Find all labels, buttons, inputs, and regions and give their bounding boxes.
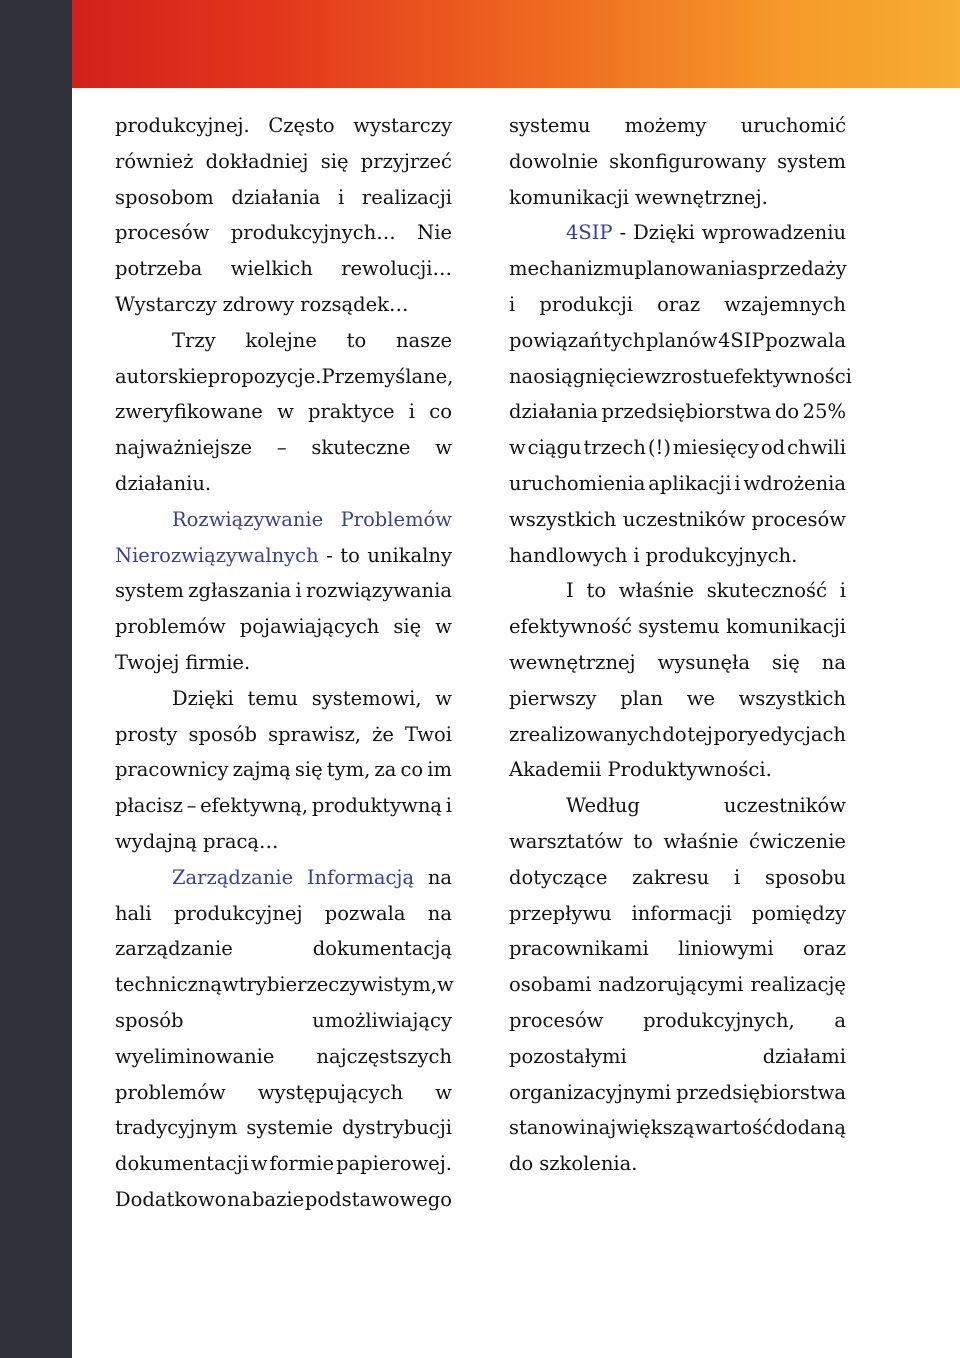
word: bazie <box>252 1187 305 1211</box>
word: Twojej <box>115 650 180 674</box>
word: największą <box>586 1116 695 1140</box>
word: handlowych <box>509 543 628 567</box>
word: Według <box>566 794 640 818</box>
text-line <box>509 573 846 609</box>
word: warsztatów <box>509 829 623 853</box>
word: pozostałymi <box>509 1044 627 1068</box>
word: aplikacji <box>648 471 732 495</box>
word: papierowej. <box>336 1152 452 1176</box>
word: we <box>686 686 715 710</box>
word: działaniu. <box>115 471 212 495</box>
word: system <box>115 579 184 603</box>
word: zweryfikowane <box>115 400 263 424</box>
text-line <box>115 788 452 824</box>
word: umożliwiający <box>312 1008 452 1032</box>
word: rzeczywistym, <box>297 973 437 997</box>
word: zdrowy <box>222 292 295 316</box>
word: oraz <box>803 937 846 961</box>
text-line <box>509 645 846 681</box>
word: tradycyjnym <box>115 1116 238 1140</box>
word: kolejne <box>245 328 317 352</box>
word: i <box>408 400 416 424</box>
word: właśnie <box>618 579 694 603</box>
word: efektywności <box>722 364 852 388</box>
text-line <box>115 717 452 753</box>
word: trzech <box>583 436 646 460</box>
word: tych <box>602 328 646 352</box>
word: autorskie <box>115 364 208 388</box>
text-line <box>509 430 846 466</box>
word: produktywną <box>311 794 443 818</box>
word: osobami <box>509 973 592 997</box>
word: zakresu <box>632 865 710 889</box>
word: Nie <box>417 221 452 245</box>
word: propozycje. <box>207 364 322 388</box>
text-line <box>115 860 452 896</box>
word: Dodatkowo <box>115 1187 227 1211</box>
word: praktyce <box>308 400 395 424</box>
word: za <box>374 758 397 782</box>
word: wzrostu <box>644 364 723 388</box>
text-line <box>115 323 452 359</box>
word: najważniejsze <box>115 436 253 460</box>
word: dodaną <box>773 1116 846 1140</box>
word: komunikacji <box>725 615 846 639</box>
text-line <box>509 287 846 323</box>
word: chwili <box>787 436 846 460</box>
text-line <box>115 108 452 144</box>
word: pozwala <box>324 901 406 925</box>
word: a <box>834 1008 846 1032</box>
word: na <box>821 650 846 674</box>
word: sposób <box>188 722 257 746</box>
word: realizacji <box>361 185 452 209</box>
word: wszystkich <box>509 507 617 531</box>
text-line <box>115 180 452 216</box>
word: w <box>435 615 452 639</box>
word: procesów <box>509 1008 604 1032</box>
word: zrealizowanych <box>509 722 662 746</box>
word: się <box>320 149 349 173</box>
word: to <box>346 328 367 352</box>
word: uruchomić <box>740 114 846 137</box>
text-line <box>509 788 846 824</box>
text-line <box>509 717 846 753</box>
text-line <box>509 538 846 574</box>
word: skuteczność <box>706 579 827 603</box>
word: i <box>295 579 302 603</box>
word: nasze <box>395 328 452 352</box>
word: produkcyjnych, <box>643 1008 795 1032</box>
word: przedsiębiorstwa <box>601 400 772 424</box>
word: dotyczące <box>509 865 608 889</box>
word: komunikacji <box>509 185 630 209</box>
word: wysunęła <box>657 650 750 674</box>
word: to <box>586 579 607 603</box>
text-line <box>509 359 852 395</box>
text-line <box>115 1003 452 1039</box>
word: wielkich <box>230 257 313 281</box>
text-line <box>509 144 846 180</box>
text-line <box>509 502 846 538</box>
word: uczestników <box>622 507 746 531</box>
word: 4SIP <box>717 328 765 352</box>
text-line <box>509 394 846 430</box>
word: i <box>338 185 345 209</box>
highlighted-term: Rozwiązywanie <box>172 507 324 531</box>
word: – <box>276 436 287 460</box>
word: również <box>115 149 194 173</box>
word: podstawowego <box>304 1187 452 1211</box>
word: firmie. <box>185 650 251 674</box>
word: pierwszy <box>509 686 597 710</box>
text-line <box>115 1039 452 1075</box>
word: w <box>435 436 452 460</box>
word: im <box>427 758 452 782</box>
word: skuteczne <box>311 436 411 460</box>
word: techniczną <box>115 973 223 997</box>
text-line <box>509 1039 846 1075</box>
text-line <box>115 681 452 717</box>
word: produkcyjnych. <box>645 543 798 567</box>
word: od <box>760 436 786 460</box>
highlighted-term: Zarządzanie <box>172 865 294 889</box>
word: dokumentacji <box>115 1152 249 1176</box>
word: pozwala <box>765 328 846 352</box>
text-line <box>115 502 452 538</box>
word: prosty <box>115 722 178 746</box>
word: mechanizmu <box>509 257 635 281</box>
word: miesięcy <box>672 436 759 460</box>
word: możemy <box>624 114 707 137</box>
word: systemu <box>638 615 720 639</box>
text-line <box>115 824 452 860</box>
word: w <box>277 400 294 424</box>
word: problemów <box>115 615 226 639</box>
word: Wystarczy <box>115 292 217 316</box>
text-line <box>115 931 452 967</box>
text-line <box>509 609 846 645</box>
word: sposobom <box>115 185 214 209</box>
word: - <box>326 543 333 567</box>
text-line <box>115 1182 452 1218</box>
word: zgłaszania <box>188 579 292 603</box>
word: - <box>619 221 627 245</box>
word: formie <box>269 1152 335 1176</box>
text-line <box>115 645 452 681</box>
word: przepływu <box>509 901 612 925</box>
word: planów <box>645 328 718 352</box>
word: na <box>427 865 452 889</box>
word: planowania <box>634 257 748 281</box>
word: Trzy <box>172 328 216 352</box>
word: dokumentacją <box>312 937 452 961</box>
word: systemu <box>509 114 591 137</box>
word: pracownikami <box>509 937 649 961</box>
text-column-right <box>509 108 852 1182</box>
text-line <box>115 752 452 788</box>
word: Przemyślane, <box>321 364 454 388</box>
word: potrzeba <box>115 257 203 281</box>
word: zarządzanie <box>115 937 233 961</box>
word: informacji <box>631 901 732 925</box>
text-line <box>115 144 452 180</box>
word: zajmą <box>232 758 291 782</box>
word: Akademii <box>509 758 602 782</box>
word: dowolnie <box>509 149 599 173</box>
word: występujących <box>257 1080 404 1104</box>
word: wyeliminowanie <box>115 1044 275 1068</box>
word: sprzedaży <box>747 257 847 281</box>
word: procesów <box>115 221 210 245</box>
word: 25% <box>802 400 846 424</box>
word: wartość <box>694 1116 774 1140</box>
word: na <box>227 1187 252 1211</box>
word: osiągnięcie <box>533 364 645 388</box>
word: na <box>509 364 534 388</box>
text-line <box>115 1146 452 1182</box>
word: wdrożenia <box>743 471 846 495</box>
word: organizacyjnymi <box>509 1080 672 1104</box>
word: w <box>509 436 526 460</box>
word: rozwiązywania <box>306 579 452 603</box>
word: produkcyjnych… <box>230 221 396 245</box>
word: nadzorującymi <box>598 973 744 997</box>
text-line <box>115 538 452 574</box>
word: że <box>372 722 394 746</box>
highlighted-term: Informacją <box>306 865 415 889</box>
text-line <box>509 323 846 359</box>
word: i <box>839 579 846 603</box>
word: i <box>733 865 741 889</box>
word: pojawiających <box>239 615 380 639</box>
word: ćwiczenie <box>749 829 846 853</box>
text-line <box>115 573 452 609</box>
text-line <box>115 359 452 395</box>
word: realizację <box>750 973 846 997</box>
word: działami <box>762 1044 846 1068</box>
word: i <box>509 292 516 316</box>
word: Dzięki <box>172 686 234 710</box>
word: uczestników <box>723 794 846 818</box>
left-margin-bar <box>0 0 72 1358</box>
word: temu <box>247 686 298 710</box>
word: wszystkich <box>738 686 846 710</box>
word: procesów <box>751 507 846 531</box>
word: wystarczy <box>353 114 452 137</box>
word: uruchomienia <box>509 471 646 495</box>
word: produkcyjnej <box>173 901 303 925</box>
text-line <box>115 967 452 1003</box>
word: sprawisz, <box>268 722 361 746</box>
text-line <box>509 1146 846 1182</box>
word: przedsiębiorstwa <box>676 1080 846 1104</box>
text-line <box>509 931 846 967</box>
word: płacisz <box>115 794 183 818</box>
word: – <box>186 794 197 818</box>
word: najczęstszych <box>316 1044 452 1068</box>
word: Produktywności. <box>607 758 772 782</box>
text-line <box>509 108 846 144</box>
word: dokładniej <box>205 149 309 173</box>
text-line <box>509 896 846 932</box>
word: to <box>340 543 360 567</box>
word: działania <box>509 400 598 424</box>
text-line <box>115 287 452 323</box>
text-line <box>115 215 452 251</box>
word: wydajną <box>115 829 198 853</box>
word: produkcyjnej. <box>115 114 250 137</box>
word: unikalny <box>367 543 452 567</box>
text-line <box>509 752 846 788</box>
word: do <box>509 1152 534 1176</box>
word: szkolenia. <box>539 1152 638 1176</box>
text-line <box>509 1110 846 1146</box>
word: efektywną, <box>200 794 309 818</box>
text-line <box>115 251 452 287</box>
word: rozsądek… <box>300 292 409 316</box>
word: Często <box>268 114 335 137</box>
word: się <box>294 758 323 782</box>
word: właśnie <box>663 829 739 853</box>
word: co <box>429 400 452 424</box>
text-line <box>509 215 846 251</box>
word: plan <box>620 686 664 710</box>
word: stanowi <box>509 1116 586 1140</box>
word: pomiędzy <box>751 901 846 925</box>
word: i <box>633 543 640 567</box>
word: to <box>633 829 653 853</box>
word: do <box>662 722 687 746</box>
highlighted-term: Nierozwiązywalnych <box>115 543 319 567</box>
text-column-left <box>115 108 452 1218</box>
word: i <box>734 471 741 495</box>
word: dystrybucji <box>342 1116 452 1140</box>
text-line <box>509 1003 846 1039</box>
word: się <box>771 650 800 674</box>
text-line <box>115 394 452 430</box>
word: trybie <box>238 973 298 997</box>
text-line <box>509 681 846 717</box>
text-line <box>509 1075 846 1111</box>
text-line <box>509 251 846 287</box>
word: do <box>774 400 800 424</box>
word: co <box>400 758 424 782</box>
text-line <box>509 967 846 1003</box>
text-line <box>115 1110 452 1146</box>
word: w <box>222 973 239 997</box>
text-line <box>509 824 846 860</box>
word: skonfigurowany <box>609 149 767 173</box>
word: na <box>427 901 452 925</box>
word: problemów <box>115 1080 226 1104</box>
text-line <box>115 1075 452 1111</box>
text-line <box>115 896 452 932</box>
word: system <box>777 149 846 173</box>
word: pracą… <box>203 829 279 853</box>
word: pracownicy <box>115 758 229 782</box>
word: liniowymi <box>678 937 774 961</box>
word: wewnętrznej <box>509 650 636 674</box>
word: i <box>445 794 452 818</box>
header-gradient-banner <box>0 0 960 88</box>
word: przyjrzeć <box>360 149 452 173</box>
text-line <box>509 860 846 896</box>
word: wewnętrznej. <box>635 185 768 209</box>
word: w <box>435 1080 452 1104</box>
word: się <box>393 615 422 639</box>
highlighted-term: Problemów <box>340 507 452 531</box>
word: powiązań <box>509 328 603 352</box>
word: produkcji <box>539 292 633 316</box>
word: (!) <box>647 436 671 460</box>
word: w <box>435 686 452 710</box>
word: sposobu <box>764 865 846 889</box>
highlighted-term: 4SIP <box>566 221 613 245</box>
word: tym, <box>326 758 371 782</box>
word: tej <box>687 722 713 746</box>
word: systemie <box>246 1116 334 1140</box>
word: oraz <box>657 292 701 316</box>
word: sposób <box>115 1008 184 1032</box>
word: edycjach <box>758 722 846 746</box>
word: I <box>566 579 574 603</box>
word: systemowi, <box>311 686 422 710</box>
word: pory <box>713 722 759 746</box>
word: ciągu <box>527 436 582 460</box>
word: rewolucji… <box>341 257 452 281</box>
word: w <box>437 973 454 997</box>
text-line <box>115 466 452 502</box>
word: działania <box>231 185 321 209</box>
text-line <box>115 609 452 645</box>
text-line <box>509 180 846 216</box>
text-line <box>509 466 846 502</box>
word: w <box>250 1152 268 1176</box>
word: Twoi <box>405 722 452 746</box>
word: Dzięki <box>633 221 695 245</box>
text-line <box>115 430 452 466</box>
word: wzajemnych <box>724 292 846 316</box>
word: efektywność <box>509 615 632 639</box>
word: wprowadzeniu <box>701 221 846 245</box>
word: hali <box>115 901 152 925</box>
